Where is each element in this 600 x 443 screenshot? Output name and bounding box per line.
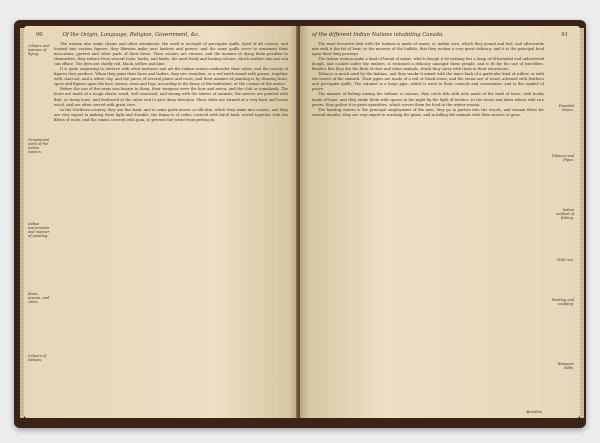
left-page-body — [54, 42, 288, 410]
catchword: Besides — [526, 409, 542, 414]
left-margin-note: Colours and manner of dying. — [28, 44, 50, 56]
left-margin-note: Colours of Indians. — [28, 354, 47, 362]
left-page-header — [36, 32, 286, 38]
right-margin-note: Wild rice. — [556, 258, 574, 262]
left-paragraph: The women also make chains and other ornaments; the work is wrought of porcupine quills, dyed of all colours, and formed into various figures; they likewise make neat baskets and purses; and the same quills serve to ornament their moccasins, garters and other parts of their dress. Their colours are various, and the manner of dying them peculiar to themselves; they extract from several roots, herbs, and barks, the most lively and lasting colours, which neither rain nor sun can efface. The dyes are chiefly red, black, yellow and blue. — [54, 42, 288, 67]
left-paragraph: Before the use of fire-arms was known to them, their weapons were the bow and arrow, and the club or tomahawk. The bows are made of a tough elastic wood, well seasoned, and strung with the sinews of animals; the arrows are pointed with flint, or sharp bone, and feathered at the other end to give them direction. Their clubs are formed of a very hard and heavy wood, and are often carved with great care. — [54, 87, 288, 107]
left-running-head: Of the Origin, Language, Religion, Government, &c. — [62, 32, 200, 38]
left-page — [24, 26, 298, 418]
left-margin-note: Indian instruments and manner of painting. — [28, 222, 50, 238]
right-paragraph: Tobacco is much used by the Indians, and they smoke it mixed with the inner bark of a particular kind of willow, or with the leaves of the sumach. Their pipes are made of a red or black stone, and the stems are of wood, adorned with feathers and porcupine quills. The calumet is a large pipe, which is used in their councils and ceremonies, and is the symbol of peace. — [312, 72, 544, 92]
right-running-head: of the different Indian Nations inhabiting Canada. — [312, 32, 444, 38]
left-margin-note: Ornamental work of the Indian women. — [28, 138, 50, 154]
left-margin-note: Bows, arrows, and clubs. — [28, 292, 50, 304]
right-margin-note: Pounded Maize. — [558, 104, 574, 112]
right-page-body — [312, 42, 544, 410]
right-page-header — [312, 32, 568, 38]
page-edges-right — [580, 28, 584, 418]
right-page-number: 91 — [561, 32, 568, 38]
right-margin-note: Indian method of fishing. — [556, 208, 574, 220]
left-paragraph: In the Northern country, they use fine bark, and in some parts moose or elk skin, which they make into canoes, and they are very expert in making them light and durable; the frame is of cedar, covered with birch bark, sewed together with the fibres of roots, and the seams covered with gum, to prevent the water from getting in. — [54, 107, 288, 122]
right-paragraph: The hunting season is the principal employment of the men; they go in parties into the woods, and remain there for several months; they are very expert in tracking the game, and in killing the animals with their arrows or guns. — [312, 107, 544, 117]
right-margin-note: Wampum belts. — [557, 362, 574, 370]
left-page-number: 90 — [36, 32, 43, 38]
left-paragraph: It is quite surprising to observe with what neatness and art the Indian women embroider their robes, and the variety of figures they produce. When they paint their faces and bodies, they use vermilion, or a red earth mixed with grease, together with charcoal, and a white clay, and the juices of several plants and roots; and their manner of painting is by drawing lines, spots and figures upon the face, breast, arms and legs, according to the fancy of the individual, or the custom of the nation. — [54, 67, 288, 87]
right-paragraph: The Indian women make a kind of bread of maize, which though it be nothing but a lump of ill-kneaded and unleavened dough, and cooked under the embers, is reckoned a delicacy amongst these people, and is fit for the use of travellers. Besides this they dry the flesh of deer and other animals, which they carry with them in their excursions. — [312, 57, 544, 72]
right-margin-note: Tobacco and Pipes. — [551, 154, 574, 162]
right-paragraph: The manner of fishing among the Indians is various; they catch fish with nets made of the bark of trees, with hooks made of bone, and they strike them with spears in the night by the light of torches. In the rivers and lakes where wild rice grows, they gather it in great quantities, which serves them for food in the winter season. — [312, 92, 544, 107]
right-page — [300, 26, 580, 418]
right-paragraph: The most favourite dish with the Indians is made of maize, or Indian corn, which they pound and boil, and afterwards mix with it the fat of bear, or the marrow of the buffalo; this they reckon a very great delicacy, and it is the principal food upon their long journeys. — [312, 42, 544, 57]
right-margin-note: Hunting and scalping. — [551, 298, 574, 306]
